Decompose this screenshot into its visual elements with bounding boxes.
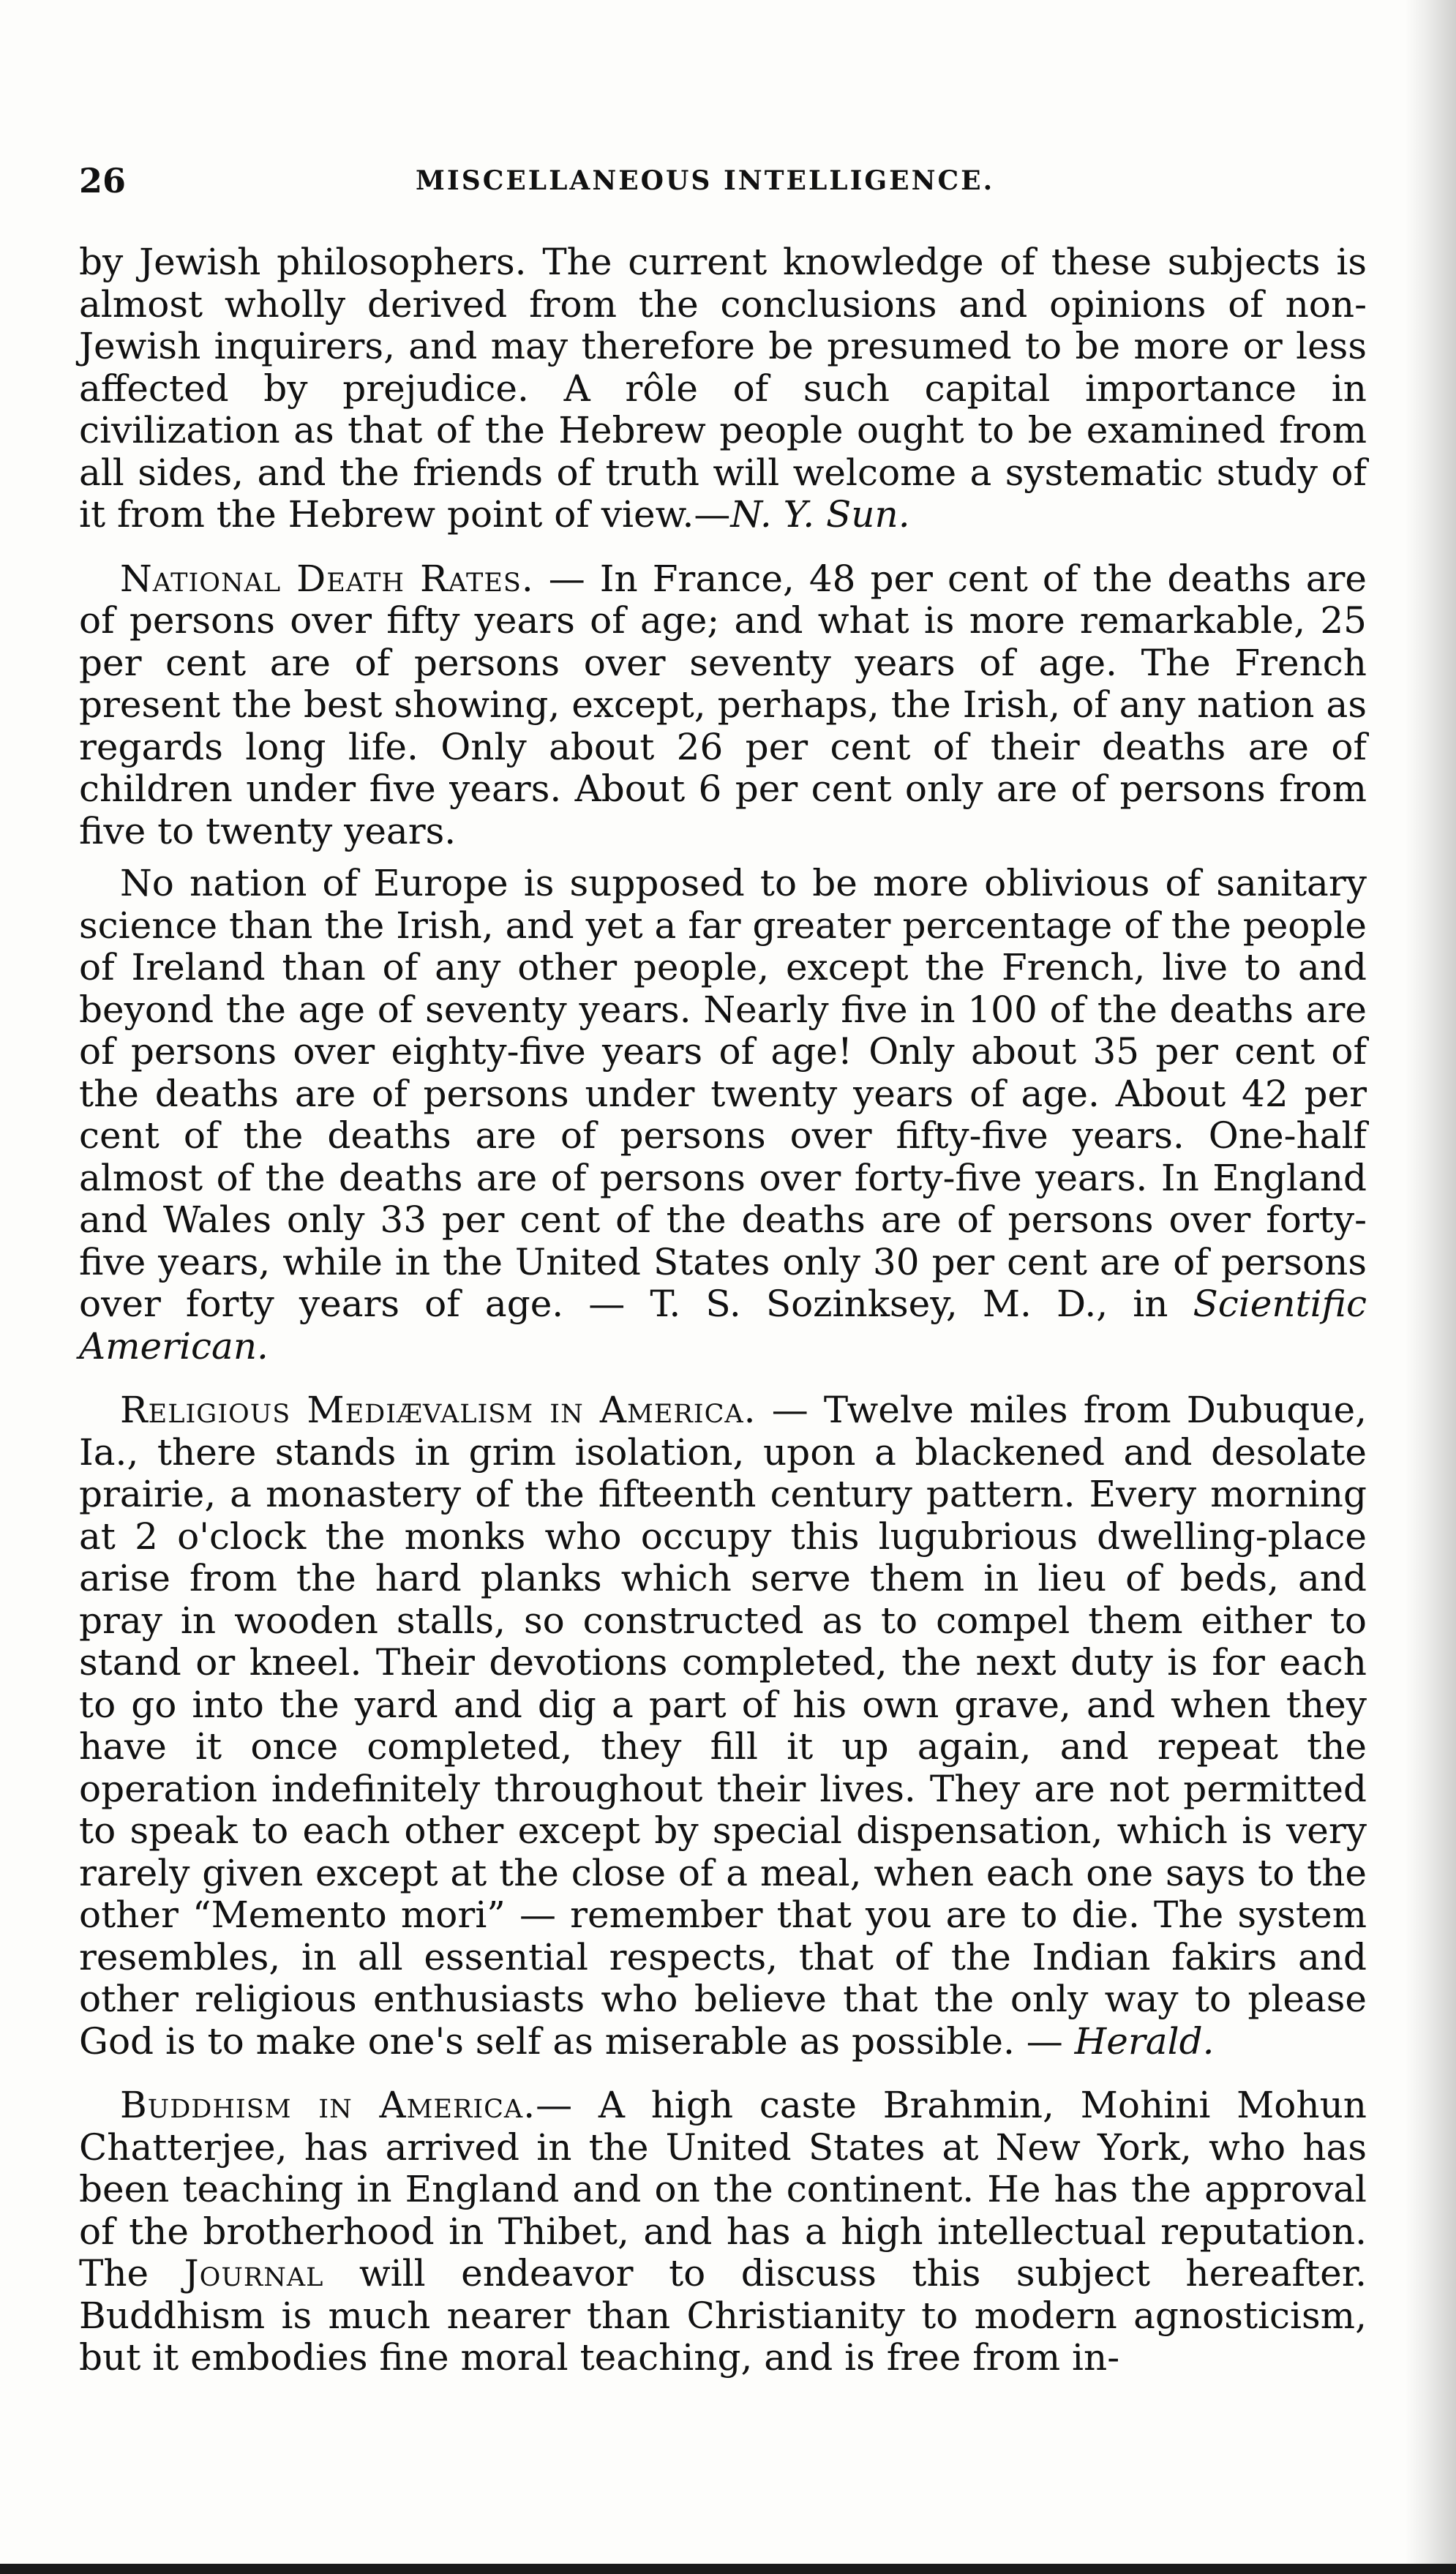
running-head: MISCELLANEOUS INTELLIGENCE. <box>416 165 995 196</box>
page-edge-shadow <box>1405 0 1456 2574</box>
national-death-rates-text: — In France, 48 per cent of the deaths are of persons over fifty years of age; and what is more remarkable, 25 per cent are of persons over seventy years of age. The French present the best showing, except, perhaps, the Irish, of any nation as regards long life. Only about 26 per cent of their deaths are of children under five years. About 6 per cent only are of persons from five to twenty years. <box>79 557 1367 852</box>
buddhism-paragraph <box>79 2085 1367 2379</box>
irish-mortality-text: No nation of Europe is supposed to be more oblivious of sanitary science than the Irish, and yet a far greater percentage of the people of Ireland than of any other people, except the French, live to and beyond the age of seventy years. Nearly five in 100 of the deaths are of persons over eighty-five years of age! Only about 35 per cent of the deaths are of persons under twenty years of age. About 42 per cent of the deaths are of persons over fifty-five years. One-half almost of the deaths are of persons over forty-five years. In England and Wales only 33 per cent of the deaths are of persons over forty-five years, while in the United States only 30 per cent are of persons over forty years of age. — T. S. Sozinksey, M. D., in <box>79 862 1367 1325</box>
page-number: 26 <box>79 161 127 200</box>
continuation-paragraph <box>79 241 1367 536</box>
body-text <box>79 241 1367 2379</box>
buddhism-text-2: will endeavor to discuss this subject hereafter. Buddhism is much nearer than Christianity to modern agnosticism, but it embodies fine moral teaching, and is free from in- <box>79 2252 1367 2379</box>
buddhism-text-1: — A high caste Brahmin, Mohini Mohun Chatterjee, has arrived in the United States at New York, who has been teaching in England and on the continent. He has the approval of the brotherhood in Thibet, and has a high intellectual reputation. The <box>79 2084 1367 2295</box>
religious-medievalism-source: Herald. <box>1074 2019 1215 2063</box>
page-header <box>79 161 1389 205</box>
irish-mortality-source: Scientific American. <box>79 1283 1367 1367</box>
irish-mortality-paragraph <box>79 863 1367 1367</box>
page-bottom-border <box>0 2564 1456 2574</box>
national-death-rates-heading: National Death Rates. <box>120 557 534 600</box>
religious-medievalism-heading: Religious Mediævalism in America. <box>120 1389 757 1431</box>
continuation-source: N. Y. Sun. <box>730 493 910 536</box>
religious-medievalism-paragraph <box>79 1389 1367 2063</box>
continuation-text: by Jewish philosophers. The current knowledge of these subjects is almost wholly derived from the conclusions and opinions of non-Jewish inquirers, and may therefore be presumed to be more or less affected by prejudice. A rôle of such capital importance in civilization as that of the Hebrew people ought to be examined from all sides, and the friends of truth will welcome a systematic study of it from the Hebrew point of view.— <box>79 241 1367 536</box>
religious-medievalism-text: — Twelve miles from Dubuque, Ia., there stands in grim isolation, upon a blackened and desolate prairie, a monastery of the fifteenth century pattern. Every morning at 2 o'clock the monks who occupy this lugubrious dwelling-place arise from the hard planks which serve them in lieu of beds, and pray in wooden stalls, so constructed as to compel them either to stand or kneel. Their devotions completed, the next duty is for each to go into the yard and dig a part of his own grave, and when they have it once completed, they fill it up again, and repeat the operation indefinitely throughout their lives. They are not permitted to speak to each other except by special dispensation, which is very rarely given except at the close of a meal, when each one says to the other “Memento mori” — remember that you are to die. The system resembles, in all essential respects, that of the Indian fakirs and other religious enthusiasts who believe that the only way to please God is to make one's self as miserable as possible. — <box>79 1389 1367 2063</box>
national-death-rates-paragraph <box>79 558 1367 853</box>
buddhism-heading: Buddhism in America. <box>120 2084 536 2126</box>
journal-name: Journal <box>184 2252 324 2295</box>
